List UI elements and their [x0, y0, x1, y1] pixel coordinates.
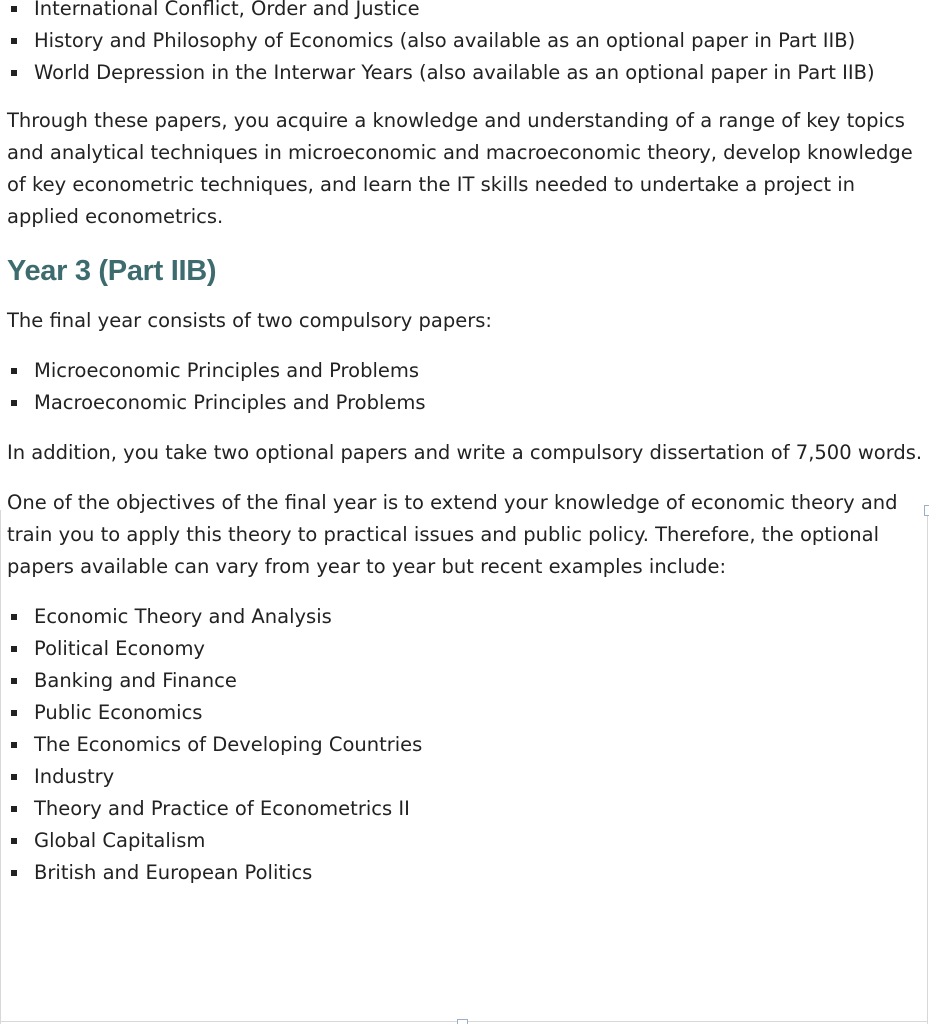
list-item: Macroeconomic Principles and Problems — [7, 387, 923, 419]
list-item: Industry — [7, 761, 923, 793]
list-item: Public Economics — [7, 697, 923, 729]
list-item: The Economics of Developing Countries — [7, 729, 923, 761]
list-item: Economic Theory and Analysis — [7, 601, 923, 633]
list-item: Global Capitalism — [7, 825, 923, 857]
objectives-paragraph: One of the objectives of the final year is to extend your knowledge of economic theory and train you to apply this theory to practical issues and public policy. Therefore, the optional papers available can vary from year to year but recent examples include: — [7, 491, 898, 578]
resize-handle-right[interactable] — [924, 505, 929, 516]
list-item: International Conflict, Order and Justice — [7, 0, 923, 25]
list-item: Microeconomic Principles and Problems — [7, 355, 923, 387]
list-item: British and European Politics — [7, 857, 923, 889]
resize-handle-bottom[interactable] — [457, 1019, 468, 1024]
part-iia-papers-list — [7, 0, 923, 89]
compulsory-papers-list — [7, 355, 923, 419]
list-item: Theory and Practice of Econometrics II — [7, 793, 923, 825]
list-item: Banking and Finance — [7, 665, 923, 697]
compulsory-intro-paragraph: The final year consists of two compulsory papers: — [7, 309, 492, 332]
selection-frame-right-edge — [927, 510, 928, 1024]
intro-paragraph: Through these papers, you acquire a knowledge and understanding of a range of key topics and analytical techniques in microeconomic and macroeconomic theory, develop knowledge of key econometric techniques, and learn the IT skills needed to undertake a project in applied econometrics. — [7, 109, 913, 228]
list-item: Political Economy — [7, 633, 923, 665]
list-item: World Depression in the Interwar Years (also available as an optional paper in Part IIB) — [7, 57, 923, 89]
addition-paragraph: In addition, you take two optional papers and write a compulsory dissertation of 7,500 words. — [7, 441, 923, 464]
selection-frame-left-edge — [0, 510, 1, 1024]
optional-papers-list — [7, 601, 923, 889]
list-item: History and Philosophy of Economics (also available as an optional paper in Part IIB) — [7, 25, 923, 57]
year3-heading: Year 3 (Part IIB) — [7, 255, 217, 287]
